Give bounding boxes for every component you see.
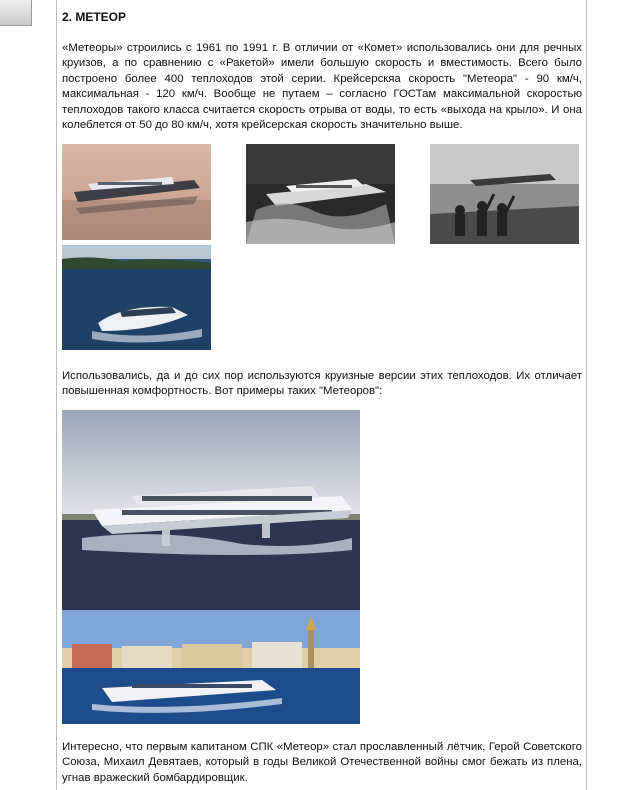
meteor-photo-bw-crew-waving — [430, 144, 579, 244]
meteor-photo-st-petersburg — [62, 610, 360, 724]
section-heading: 2. МЕТЕОР — [62, 10, 127, 24]
sidebar-tab[interactable] — [0, 0, 32, 26]
page-left-border — [56, 0, 57, 790]
meteor-photo-bw-spray — [246, 144, 395, 244]
page-right-border — [586, 0, 587, 790]
meteor-photo-river-forest — [62, 245, 211, 350]
meteor-photo-cruise-on-foils — [62, 410, 360, 610]
paragraph-captain: Интересно, что первым капитаном СПК «Метеор» стал прославленный лётчик, Герой Советского Союза, Михаил Девятаев, который в годы Великой Отечественной войны смог бежать из плена, угнав вражеский бомбардировщик. — [62, 741, 582, 784]
paragraph-intro: «Метеоры» строились с 1961 по 1991 г. В отличии от «Комет» использовались они для речных круизов, а по сравнению с «Ракетой» имели большую скорость и вместимость. Всего было построено более 400 теплоходов этой серии. Крейсерскяа скорость "Метеора" - 90 км/ч, максимальная - 120 км/ч. Вообще не путаем – согласно ГОСТам максимальной скоростью теплоходов такого класса считается скорость отрыва от воды, то есть «выхода на крыло». И она колеблется от 50 до 80 км/ч, хотя крейсерская скорость значительно выше. — [62, 42, 582, 132]
paragraph-cruise: Использовались, да и до сих пор используются круизные версии этих теплоходов. Их отличает повышенная комфортность. Вот примеры таких "Метеоров": — [62, 370, 582, 398]
meteor-photo-calm-water — [62, 144, 211, 240]
